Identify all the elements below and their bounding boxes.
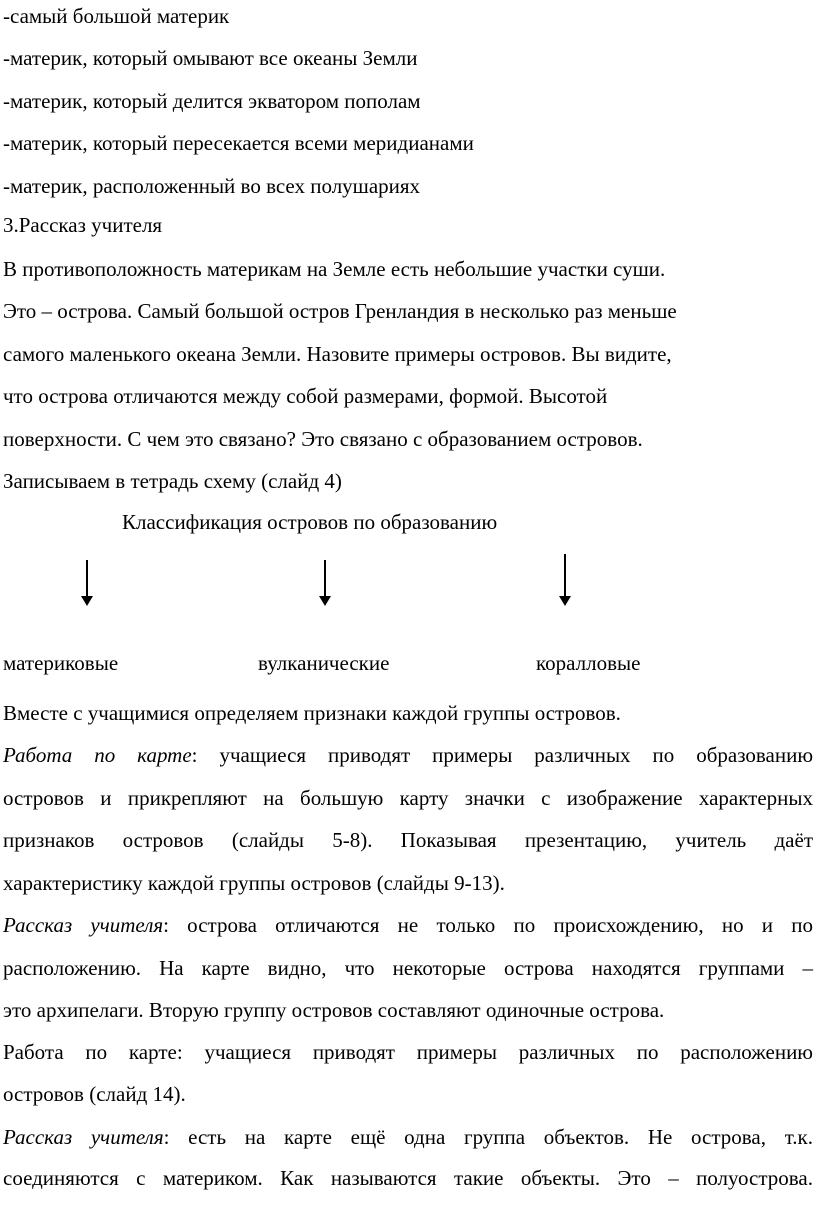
down-arrow-icon xyxy=(324,560,326,598)
diagram-item-continental: материковые xyxy=(3,651,119,675)
diagram-item-coral: коралловые xyxy=(536,651,641,675)
paragraph-line xyxy=(3,1125,813,1149)
paragraph-line: островов и прикрепляют на большую карту значки с изображение характерных xyxy=(3,786,813,810)
down-arrow-icon xyxy=(86,560,88,598)
diagram-item-volcanic: вулканические xyxy=(258,651,390,675)
paragraph-line: Работа по карте: учащиеся приводят примеры различных по расположению xyxy=(3,1040,813,1064)
paragraph-line: характеристику каждой группы островов (слайды 9-13). xyxy=(3,871,505,895)
paragraph-line: Это – острова. Самый большой остров Гренландия в несколько раз меньше xyxy=(3,299,677,323)
paragraph-line: Записываем в тетрадь схему (слайд 4) xyxy=(3,469,342,493)
italic-label: Рассказ учителя xyxy=(3,913,164,937)
section-heading: 3.Рассказ учителя xyxy=(3,213,163,237)
paragraph-text: : учащиеся приводят примеры различных по образованию xyxy=(191,743,814,767)
paragraph-line: поверхности. С чем это связано? Это связано с образованием островов. xyxy=(3,427,643,451)
paragraph-line: Вместе с учащимися определяем признаки каждой группы островов. xyxy=(3,701,621,725)
paragraph-line: признаков островов (слайды 5-8). Показывая презентацию, учитель даёт xyxy=(3,828,813,852)
italic-label: Рассказ учителя xyxy=(3,1125,164,1149)
italic-label: Работа по карте xyxy=(3,743,192,767)
bullet-line: -материк, который делится экватором пополам xyxy=(3,89,421,113)
paragraph-line: В противоположность материкам на Земле есть небольшие участки суши. xyxy=(3,257,666,281)
paragraph-text: : есть на карте ещё одна группа объектов. Не острова, т.к. xyxy=(163,1125,813,1149)
paragraph-line: что острова отличаются между собой размерами, формой. Высотой xyxy=(3,384,608,408)
paragraph-line: соединяются с материком. Как называются такие объекты. Это – полуострова. xyxy=(3,1166,813,1190)
paragraph-text: : острова отличаются не только по происхождению, но и по xyxy=(163,913,813,937)
bullet-line: -материк, который омывают все океаны Земли xyxy=(3,46,418,70)
bullet-line: -материк, расположенный во всех полушариях xyxy=(3,174,421,198)
bullet-line: -самый большой материк xyxy=(3,4,230,28)
paragraph-line: самого маленького океана Земли. Назовите примеры островов. Вы видите, xyxy=(3,342,672,366)
paragraph-line xyxy=(3,913,813,937)
down-arrow-icon xyxy=(564,554,566,598)
paragraph-line: расположению. На карте видно, что некоторые острова находятся группами – xyxy=(3,956,813,980)
diagram-title: Классификация островов по образованию xyxy=(122,510,498,534)
paragraph-line xyxy=(3,743,813,767)
paragraph-line: это архипелаги. Вторую группу островов составляют одиночные острова. xyxy=(3,998,665,1022)
bullet-line: -материк, который пересекается всеми меридианами xyxy=(3,131,474,155)
paragraph-line: островов (слайд 14). xyxy=(3,1082,186,1106)
